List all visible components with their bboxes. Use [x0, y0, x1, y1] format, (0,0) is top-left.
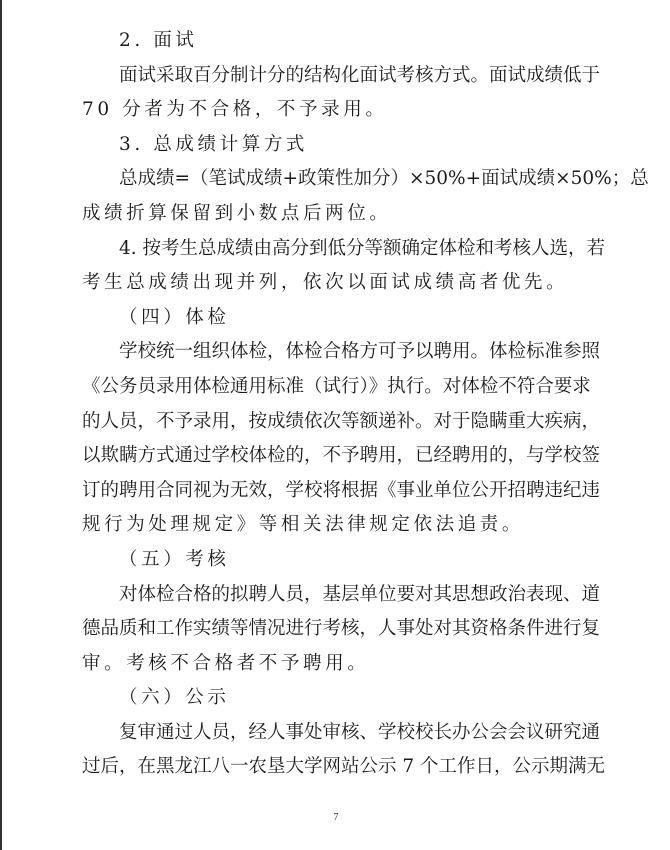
- paragraph-line: 面试采取百分制计分的结构化面试考核方式。面试成绩低于: [119, 64, 601, 86]
- section-heading-total-score: 3. 总成绩计算方式: [119, 133, 309, 155]
- paragraph-line: 总成绩=（笔试成绩+政策性加分）×50%+面试成绩×50%；总: [119, 168, 649, 190]
- paragraph-line: 的人员，不予录用，按成绩依次等额递补。对于隐瞒重大疾病，: [82, 410, 601, 432]
- paragraph-line: 《公务员录用体检通用标准（试行）》执行。对体检不符合要求: [82, 375, 591, 397]
- section-heading-public-notice: （六）公示: [119, 687, 230, 709]
- paragraph-line: 成绩折算保留到小数点后两位。: [82, 202, 392, 224]
- paragraph-line: 过后，在黑龙江八一农垦大学网站公示 7 个工作日，公示期满无: [82, 756, 606, 778]
- section-heading-physical-exam: （四）体检: [119, 306, 230, 328]
- paragraph-line: 4. 按考生总成绩由高分到低分等额确定体检和考核人选，若: [119, 237, 606, 259]
- paragraph-line: 订的聘用合同视为无效，学校将根据《事业单位公开招聘违纪违: [82, 479, 601, 501]
- paragraph-line: 对体检合格的拟聘人员，基层单位要对其思想政治表现、道: [119, 583, 601, 605]
- paragraph-line: 70 分者为不合格，不予录用。: [82, 99, 388, 121]
- paragraph-line: 以欺瞒方式通过学校体检的，不予聘用，已经聘用的，与学校签: [82, 445, 601, 467]
- page-left-edge: [0, 0, 2, 850]
- paragraph-line: 学校统一组织体检，体检合格方可予以聘用。体检标准参照: [119, 341, 601, 363]
- paragraph-line: 复审通过人员，经人事处审核、学校校长办公会会议研究通: [119, 721, 601, 743]
- page-number: 7: [333, 812, 339, 823]
- document-page: [82, 24, 649, 785]
- paragraph-line: 考生总成绩出现并列，依次以面试成绩高者优先。: [82, 272, 569, 294]
- section-heading-interview: 2. 面试: [119, 30, 198, 51]
- paragraph-line: 规行为处理规定》等相关法律规定依法追责。: [82, 514, 525, 536]
- paragraph-line: 德品质和工作实绩等情况进行考核，人事处对其资格条件进行复: [82, 618, 601, 640]
- paragraph-line: 审。考核不合格者不予聘用。: [82, 652, 370, 674]
- section-heading-assessment: （五）考核: [119, 548, 230, 570]
